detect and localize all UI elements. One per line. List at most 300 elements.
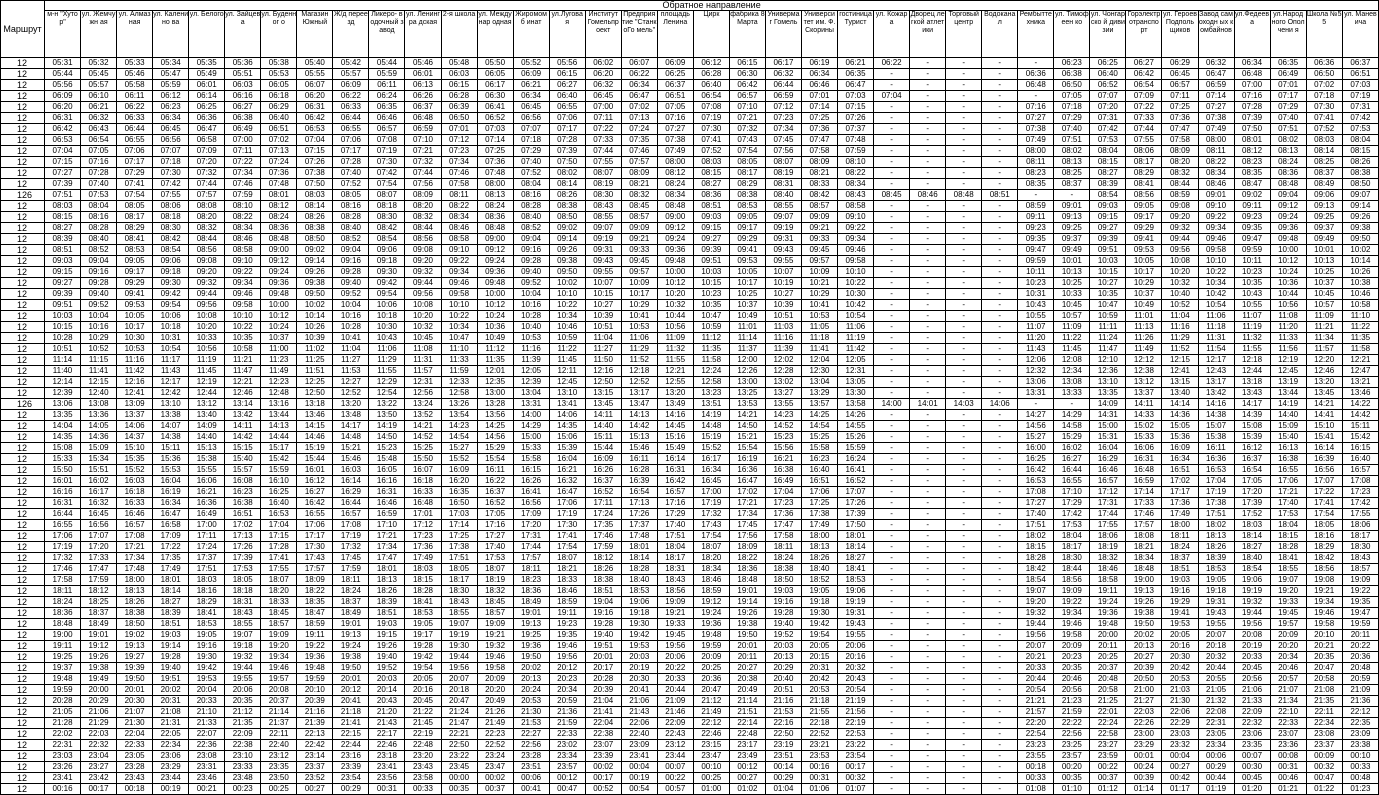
time-cell: 17:55 <box>1342 509 1378 520</box>
time-cell: - <box>874 355 910 366</box>
time-cell: - <box>874 212 910 223</box>
time-cell: 18:46 <box>549 586 585 597</box>
time-cell: 19:59 <box>693 641 729 652</box>
time-cell: - <box>946 113 982 124</box>
time-cell: 07:08 <box>693 102 729 113</box>
table-row <box>1 399 1379 410</box>
time-cell: 18:41 <box>838 564 874 575</box>
time-cell: 06:42 <box>729 80 765 91</box>
time-cell: 17:55 <box>261 564 297 575</box>
time-cell: 16:31 <box>657 465 693 476</box>
time-cell: 13:53 <box>729 399 765 410</box>
time-cell: 00:31 <box>1270 762 1306 773</box>
time-cell: 13:44 <box>1270 388 1306 399</box>
time-cell: 09:23 <box>1234 212 1270 223</box>
time-cell: 06:59 <box>405 124 441 135</box>
time-cell: - <box>982 597 1018 608</box>
time-cell: 18:09 <box>297 575 333 586</box>
time-cell: 06:11 <box>369 80 405 91</box>
time-cell: 07:18 <box>153 157 189 168</box>
time-cell: 19:07 <box>1270 575 1306 586</box>
time-cell: 15:54 <box>729 443 765 454</box>
time-cell: - <box>874 674 910 685</box>
time-cell: - <box>874 157 910 168</box>
time-cell: 20:47 <box>693 685 729 696</box>
time-cell: 07:55 <box>153 190 189 201</box>
stop-header: Водокана л <box>982 11 1018 58</box>
time-cell: 23:18 <box>369 751 405 762</box>
time-cell: 18:24 <box>333 586 369 597</box>
stop-header: м-н "Хутор" <box>45 11 81 58</box>
time-cell: 18:19 <box>1090 542 1126 553</box>
time-cell: 17:30 <box>549 520 585 531</box>
time-cell: 00:46 <box>1270 773 1306 784</box>
time-cell: 12:25 <box>297 377 333 388</box>
time-cell: 20:57 <box>1270 674 1306 685</box>
time-cell: 09:27 <box>1090 223 1126 234</box>
time-cell: 08:22 <box>225 212 261 223</box>
time-cell: 09:50 <box>1342 234 1378 245</box>
time-cell: 20:28 <box>585 674 621 685</box>
time-cell: 20:46 <box>1054 674 1090 685</box>
time-cell: 08:45 <box>874 190 910 201</box>
time-cell: 00:10 <box>693 762 729 773</box>
time-cell: 19:55 <box>838 630 874 641</box>
time-cell: 10:33 <box>1054 289 1090 300</box>
time-cell: 12:38 <box>1126 366 1162 377</box>
time-cell: 07:38 <box>657 135 693 146</box>
time-cell: 13:47 <box>621 399 657 410</box>
time-cell: - <box>946 707 982 718</box>
time-cell: 08:55 <box>585 212 621 223</box>
time-cell: 07:04 <box>874 91 910 102</box>
time-cell: - <box>982 289 1018 300</box>
table-row <box>1 102 1379 113</box>
time-cell: 08:57 <box>801 201 837 212</box>
time-cell: 05:59 <box>369 69 405 80</box>
stop-header: ул. Белого <box>189 11 225 58</box>
time-cell: 08:13 <box>477 190 513 201</box>
time-cell: 09:08 <box>405 245 441 256</box>
time-cell: 06:29 <box>1162 58 1198 69</box>
time-cell: 08:52 <box>513 223 549 234</box>
time-cell: 12:28 <box>765 366 801 377</box>
time-cell: 19:23 <box>549 619 585 630</box>
time-cell: 08:29 <box>1126 168 1162 179</box>
time-cell: 05:46 <box>117 69 153 80</box>
time-cell: 19:11 <box>45 641 81 652</box>
time-cell: 17:16 <box>477 520 513 531</box>
time-cell: 01:04 <box>765 784 801 795</box>
time-cell: 16:53 <box>1018 476 1054 487</box>
time-cell: - <box>982 575 1018 586</box>
route-number: 12 <box>1 388 45 399</box>
time-cell: 07:46 <box>441 168 477 179</box>
time-cell: 23:14 <box>297 751 333 762</box>
time-cell: 20:05 <box>801 641 837 652</box>
time-cell: 06:35 <box>369 102 405 113</box>
time-cell: 19:50 <box>513 652 549 663</box>
time-cell: 10:59 <box>693 322 729 333</box>
time-cell: 20:42 <box>1162 663 1198 674</box>
time-cell: 10:20 <box>405 311 441 322</box>
time-cell: 08:34 <box>838 179 874 190</box>
time-cell: 06:11 <box>117 91 153 102</box>
time-cell: 11:19 <box>1234 322 1270 333</box>
time-cell: 20:49 <box>477 696 513 707</box>
time-cell: 10:49 <box>1126 300 1162 311</box>
time-cell: 17:42 <box>1054 509 1090 520</box>
time-cell: 19:26 <box>81 652 117 663</box>
time-cell: 15:17 <box>261 443 297 454</box>
table-row <box>1 608 1379 619</box>
time-cell: 19:40 <box>153 663 189 674</box>
time-cell: 08:00 <box>657 157 693 168</box>
time-cell: 16:25 <box>1018 454 1054 465</box>
time-cell: 22:27 <box>513 729 549 740</box>
time-cell: 08:15 <box>45 212 81 223</box>
time-cell: 11:22 <box>549 344 585 355</box>
time-cell: 09:18 <box>153 267 189 278</box>
time-cell: 10:07 <box>585 278 621 289</box>
time-cell: 18:42 <box>1306 553 1342 564</box>
time-cell: 14:52 <box>405 432 441 443</box>
time-cell: 00:27 <box>1162 762 1198 773</box>
time-cell: 14:40 <box>1270 410 1306 421</box>
table-row <box>1 718 1379 729</box>
time-cell: 14:21 <box>729 410 765 421</box>
time-cell: 12:31 <box>405 377 441 388</box>
time-cell: 20:34 <box>1270 652 1306 663</box>
time-cell: 22:08 <box>1198 707 1234 718</box>
time-cell: 07:25 <box>477 146 513 157</box>
time-cell: 16:41 <box>513 487 549 498</box>
time-cell: 16:01 <box>297 465 333 476</box>
time-cell: 23:27 <box>81 762 117 773</box>
time-cell: 19:30 <box>621 619 657 630</box>
time-cell: 07:32 <box>189 168 225 179</box>
time-cell: 22:15 <box>333 729 369 740</box>
time-cell: 23:50 <box>261 773 297 784</box>
time-cell: 17:21 <box>1270 487 1306 498</box>
route-number: 12 <box>1 289 45 300</box>
time-cell: 06:36 <box>1018 69 1054 80</box>
time-cell: - <box>910 223 946 234</box>
time-cell: 08:00 <box>1018 146 1054 157</box>
time-cell: 14:16 <box>1198 399 1234 410</box>
time-cell: - <box>874 751 910 762</box>
time-cell: 09:23 <box>1018 223 1054 234</box>
time-cell: 17:35 <box>585 520 621 531</box>
time-cell: 20:03 <box>621 652 657 663</box>
time-cell: 08:58 <box>838 201 874 212</box>
time-cell: 19:44 <box>225 663 261 674</box>
time-cell: 14:04 <box>45 421 81 432</box>
stops-header-row <box>1 11 1379 58</box>
time-cell: 19:50 <box>1126 619 1162 630</box>
time-cell: 18:51 <box>153 619 189 630</box>
time-cell: 18:55 <box>441 608 477 619</box>
time-cell: 07:36 <box>261 168 297 179</box>
time-cell: 09:28 <box>81 278 117 289</box>
time-cell: 18:07 <box>261 575 297 586</box>
time-cell: 07:02 <box>1306 80 1342 91</box>
time-cell: 13:02 <box>765 377 801 388</box>
time-cell: 20:27 <box>729 663 765 674</box>
time-cell: 18:42 <box>1018 564 1054 575</box>
time-cell: 18:01 <box>838 531 874 542</box>
time-cell: 19:03 <box>369 619 405 630</box>
time-cell: 16:37 <box>477 487 513 498</box>
time-cell: 16:25 <box>261 487 297 498</box>
time-cell: 06:32 <box>585 80 621 91</box>
time-cell: 09:53 <box>1126 245 1162 256</box>
time-cell: 00:32 <box>838 773 874 784</box>
time-cell: 05:47 <box>153 69 189 80</box>
time-cell: 10:24 <box>1270 267 1306 278</box>
time-cell: 09:01 <box>1054 201 1090 212</box>
time-cell: - <box>946 597 982 608</box>
time-cell: 07:30 <box>693 124 729 135</box>
time-cell: 08:26 <box>297 212 333 223</box>
time-cell: - <box>982 476 1018 487</box>
time-cell: 16:55 <box>1270 465 1306 476</box>
time-cell: 19:59 <box>45 685 81 696</box>
time-cell: - <box>874 223 910 234</box>
time-cell: 13:24 <box>405 399 441 410</box>
time-cell: 07:48 <box>477 168 513 179</box>
time-cell: - <box>910 531 946 542</box>
time-cell: 20:06 <box>838 641 874 652</box>
time-cell: 13:38 <box>153 410 189 421</box>
time-cell: - <box>874 465 910 476</box>
time-cell: - <box>910 212 946 223</box>
time-cell: 11:29 <box>1162 333 1198 344</box>
time-cell: 16:37 <box>1234 454 1270 465</box>
time-cell: 15:46 <box>621 443 657 454</box>
route-number: 12 <box>1 113 45 124</box>
route-number: 12 <box>1 762 45 773</box>
time-cell: 05:34 <box>153 58 189 69</box>
time-cell: - <box>1054 190 1090 201</box>
time-cell: - <box>946 586 982 597</box>
time-cell: 17:32 <box>693 509 729 520</box>
table-row <box>1 751 1379 762</box>
time-cell: 22:21 <box>441 729 477 740</box>
time-cell: 07:42 <box>1342 113 1378 124</box>
table-row <box>1 487 1379 498</box>
time-cell: - <box>910 322 946 333</box>
time-cell: 17:57 <box>297 564 333 575</box>
route-number: 12 <box>1 520 45 531</box>
time-cell: 09:55 <box>585 267 621 278</box>
time-cell: 09:56 <box>405 289 441 300</box>
time-cell: - <box>1018 58 1054 69</box>
time-cell: 10:06 <box>369 300 405 311</box>
time-cell: 18:07 <box>549 553 585 564</box>
time-cell: 09:33 <box>621 245 657 256</box>
time-cell: 10:18 <box>369 311 405 322</box>
time-cell: 08:46 <box>1198 179 1234 190</box>
time-cell: 18:01 <box>153 575 189 586</box>
time-cell: - <box>910 487 946 498</box>
time-cell: 14:54 <box>801 421 837 432</box>
time-cell: - <box>910 685 946 696</box>
time-cell: 15:21 <box>729 432 765 443</box>
time-cell: 23:06 <box>1234 729 1270 740</box>
time-cell: 00:29 <box>333 784 369 795</box>
time-cell: 18:05 <box>225 575 261 586</box>
time-cell: 08:39 <box>1090 179 1126 190</box>
time-cell: 06:55 <box>549 102 585 113</box>
time-cell: 15:08 <box>1234 421 1270 432</box>
time-cell: 13:08 <box>1054 377 1090 388</box>
time-cell: 05:55 <box>297 69 333 80</box>
time-cell: 07:01 <box>1270 80 1306 91</box>
time-cell: 20:24 <box>513 685 549 696</box>
route-number: 12 <box>1 322 45 333</box>
time-cell: 07:58 <box>441 179 477 190</box>
time-cell: 12:31 <box>838 366 874 377</box>
time-cell: - <box>982 520 1018 531</box>
time-cell: 09:52 <box>333 289 369 300</box>
time-cell: 06:47 <box>1198 69 1234 80</box>
time-cell: 00:04 <box>621 762 657 773</box>
time-cell: 20:59 <box>1342 674 1378 685</box>
stop-header: Дворец легкой атлетики <box>910 11 946 58</box>
time-cell: 07:42 <box>153 179 189 190</box>
time-cell: 22:33 <box>1270 718 1306 729</box>
time-cell: - <box>910 366 946 377</box>
time-cell: 16:38 <box>1270 454 1306 465</box>
time-cell: - <box>874 201 910 212</box>
time-cell: 09:12 <box>261 256 297 267</box>
time-cell: - <box>910 564 946 575</box>
stop-header: 2-я школа <box>441 11 477 58</box>
time-cell: 09:45 <box>621 256 657 267</box>
time-cell: 07:07 <box>513 124 549 135</box>
time-cell: 12:11 <box>549 366 585 377</box>
time-cell: 19:29 <box>1162 597 1198 608</box>
time-cell: 15:36 <box>1162 432 1198 443</box>
time-cell: 09:36 <box>477 267 513 278</box>
time-cell: 21:35 <box>225 718 261 729</box>
time-cell: 07:25 <box>1162 102 1198 113</box>
time-cell: 19:03 <box>1162 575 1198 586</box>
time-cell: 19:49 <box>81 674 117 685</box>
time-cell: 09:22 <box>225 267 261 278</box>
time-cell: 07:52 <box>333 179 369 190</box>
time-cell: 23:37 <box>1306 740 1342 751</box>
time-cell: 07:42 <box>1090 124 1126 135</box>
time-cell: - <box>946 256 982 267</box>
time-cell: 08:53 <box>117 245 153 256</box>
time-cell: 11:43 <box>153 366 189 377</box>
time-cell: 18:21 <box>549 564 585 575</box>
time-cell: 13:46 <box>1342 388 1378 399</box>
time-cell: 17:42 <box>1342 498 1378 509</box>
time-cell: - <box>982 751 1018 762</box>
time-cell: 09:20 <box>1162 212 1198 223</box>
time-cell: 17:10 <box>369 520 405 531</box>
time-cell: 21:04 <box>585 696 621 707</box>
time-cell: - <box>874 740 910 751</box>
time-cell: 19:28 <box>585 619 621 630</box>
time-cell: 15:10 <box>117 443 153 454</box>
table-row <box>1 311 1379 322</box>
time-cell: 18:12 <box>81 586 117 597</box>
time-cell: 07:30 <box>369 157 405 168</box>
time-cell: 09:32 <box>405 267 441 278</box>
time-cell: 16:07 <box>405 465 441 476</box>
time-cell: 01:17 <box>1162 784 1198 795</box>
time-cell: 06:38 <box>1054 69 1090 80</box>
time-cell: 07:05 <box>1054 91 1090 102</box>
time-cell: 13:46 <box>297 410 333 421</box>
time-cell: 16:21 <box>189 487 225 498</box>
time-cell: 10:43 <box>369 333 405 344</box>
time-cell: 13:20 <box>657 388 693 399</box>
time-cell: 17:23 <box>1342 487 1378 498</box>
time-cell: 18:36 <box>513 586 549 597</box>
time-cell: 19:46 <box>1054 619 1090 630</box>
time-cell: 10:04 <box>513 289 549 300</box>
time-cell: 09:48 <box>261 289 297 300</box>
time-cell: 09:08 <box>189 256 225 267</box>
time-cell: 10:25 <box>1054 278 1090 289</box>
time-cell: 06:15 <box>549 69 585 80</box>
route-number: 12 <box>1 619 45 630</box>
time-cell: 08:32 <box>621 190 657 201</box>
time-cell: 06:59 <box>765 91 801 102</box>
time-cell: 20:07 <box>1198 630 1234 641</box>
time-cell: 22:22 <box>1054 718 1090 729</box>
time-cell: - <box>982 300 1018 311</box>
route-number: 12 <box>1 91 45 102</box>
time-cell: 07:40 <box>1270 113 1306 124</box>
time-cell: 18:59 <box>693 586 729 597</box>
time-cell: 19:56 <box>1234 619 1270 630</box>
time-cell: 16:22 <box>477 476 513 487</box>
time-cell: 16:36 <box>189 498 225 509</box>
time-cell: 09:59 <box>1018 256 1054 267</box>
time-cell: 06:03 <box>225 80 261 91</box>
time-cell: 11:45 <box>1054 344 1090 355</box>
time-cell: 10:51 <box>585 322 621 333</box>
time-cell: 16:52 <box>585 487 621 498</box>
time-cell: 17:49 <box>153 564 189 575</box>
time-cell: 10:45 <box>405 333 441 344</box>
time-cell: 05:52 <box>513 58 549 69</box>
time-cell: 16:17 <box>81 487 117 498</box>
time-cell: 11:57 <box>405 366 441 377</box>
time-cell: 20:09 <box>693 652 729 663</box>
time-cell: 16:58 <box>153 520 189 531</box>
time-cell: 10:57 <box>1054 311 1090 322</box>
time-cell: 06:59 <box>1198 80 1234 91</box>
time-cell: 09:02 <box>1234 190 1270 201</box>
time-cell: 06:46 <box>801 80 837 91</box>
time-cell: 18:34 <box>1126 553 1162 564</box>
time-cell: 07:16 <box>1018 102 1054 113</box>
time-cell: 22:38 <box>585 729 621 740</box>
time-cell: 10:04 <box>81 311 117 322</box>
time-cell: 19:24 <box>693 608 729 619</box>
time-cell: 10:22 <box>549 300 585 311</box>
time-cell: 16:57 <box>333 509 369 520</box>
time-cell: 13:28 <box>477 399 513 410</box>
time-cell: 20:20 <box>477 685 513 696</box>
